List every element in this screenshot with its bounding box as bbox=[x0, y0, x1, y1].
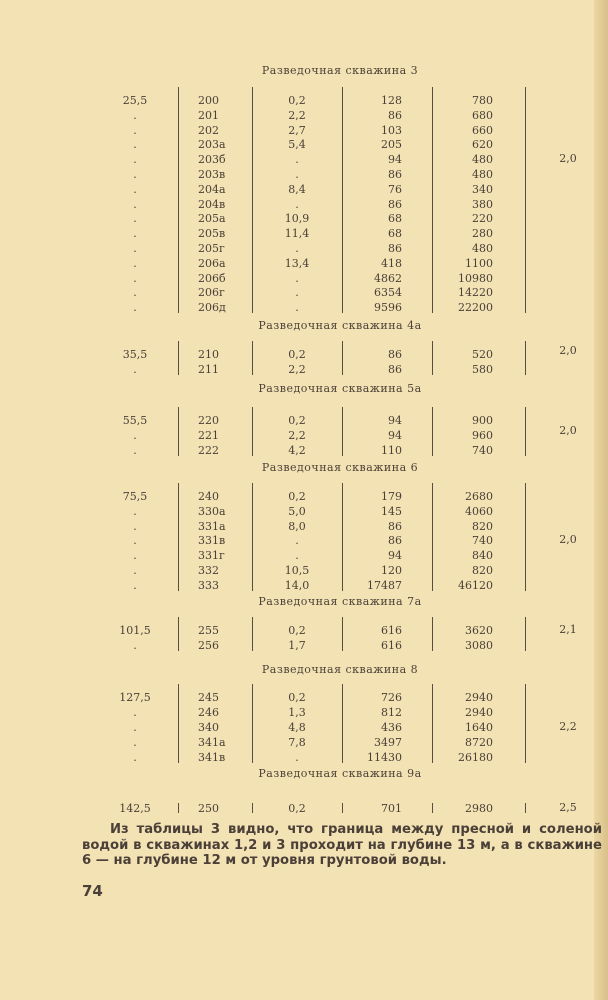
cell-col1: . bbox=[133, 197, 137, 211]
cell-col1: . bbox=[133, 138, 137, 152]
cell-col1: . bbox=[133, 549, 137, 563]
column-divider bbox=[525, 407, 526, 456]
cell-col3: . bbox=[295, 301, 299, 315]
cell-col3: 0,2 bbox=[288, 624, 306, 637]
cell-col2: 206б bbox=[198, 271, 226, 285]
cell-col5: 26180 bbox=[458, 751, 493, 764]
cell-col1: 101,5 bbox=[119, 624, 151, 637]
section-title: Разведочная скважина 4а bbox=[258, 319, 422, 332]
section-value: 2,0 bbox=[559, 152, 577, 166]
table-row bbox=[100, 720, 580, 735]
cell-col4: 94 bbox=[388, 429, 402, 442]
cell-col4: 86 bbox=[388, 519, 402, 533]
cell-col2: 202 bbox=[198, 123, 219, 137]
column-divider bbox=[252, 87, 253, 313]
cell-col4: 86 bbox=[388, 242, 402, 255]
cell-col3: 1,7 bbox=[288, 639, 306, 652]
cell-col5: 2980 bbox=[465, 802, 493, 815]
column-divider bbox=[178, 684, 179, 763]
column-divider bbox=[252, 341, 253, 375]
table-row bbox=[100, 362, 580, 377]
table-row bbox=[100, 489, 580, 504]
cell-col4: 103 bbox=[381, 123, 402, 137]
cell-col5: 1100 bbox=[465, 256, 493, 270]
cell-col5: 480 bbox=[472, 242, 493, 255]
cell-col4: 86 bbox=[388, 197, 402, 211]
cell-col4: 94 bbox=[388, 153, 402, 167]
cell-col2: 200 bbox=[198, 94, 219, 107]
cell-col3: 0,2 bbox=[288, 691, 306, 704]
section-value: 2,5 bbox=[559, 801, 577, 814]
column-divider bbox=[432, 341, 433, 375]
cell-col2: 204в bbox=[198, 197, 226, 211]
cell-col1: . bbox=[133, 444, 137, 457]
cell-col5: 960 bbox=[472, 429, 493, 442]
cell-col3: 2,2 bbox=[288, 108, 306, 122]
table-row bbox=[100, 300, 580, 315]
cell-col4: 94 bbox=[388, 549, 402, 563]
cell-col3: 10,5 bbox=[284, 564, 310, 577]
cell-col1: . bbox=[133, 504, 137, 518]
cell-col3: 4,2 bbox=[288, 444, 306, 457]
cell-col2: 256 bbox=[198, 639, 219, 652]
cell-col4: 76 bbox=[388, 182, 402, 196]
table-row bbox=[100, 271, 580, 286]
table-row bbox=[100, 108, 580, 123]
cell-col1: . bbox=[133, 751, 137, 764]
cell-col5: 14220 bbox=[458, 286, 493, 300]
cell-col4: 94 bbox=[388, 414, 402, 427]
cell-col5: 520 bbox=[472, 348, 493, 361]
column-divider bbox=[178, 483, 179, 591]
cell-col1: . bbox=[133, 168, 137, 181]
cell-col3: 8,0 bbox=[288, 519, 306, 533]
page-number: 74 bbox=[82, 882, 103, 900]
cell-col2: 332 bbox=[198, 564, 219, 577]
table-row bbox=[100, 413, 580, 428]
cell-col4: 86 bbox=[388, 168, 402, 181]
cell-col2: 221 bbox=[198, 429, 219, 442]
cell-col3: 10,9 bbox=[284, 212, 310, 226]
cell-col3: 4,8 bbox=[288, 721, 306, 734]
table-row bbox=[100, 285, 580, 300]
cell-col1: . bbox=[133, 639, 137, 652]
cell-col3: . bbox=[295, 286, 299, 300]
table-row bbox=[100, 93, 580, 108]
cell-col4: 701 bbox=[381, 802, 402, 815]
table-row bbox=[100, 197, 580, 212]
cell-col2: 204а bbox=[198, 182, 226, 196]
column-divider bbox=[178, 617, 179, 651]
cell-col4: 86 bbox=[388, 348, 402, 361]
cell-col4: 616 bbox=[381, 639, 402, 652]
cell-col4: 68 bbox=[388, 212, 402, 226]
cell-col5: 480 bbox=[472, 168, 493, 181]
cell-col3: 0,2 bbox=[288, 802, 306, 815]
cell-col4: 110 bbox=[381, 444, 402, 457]
cell-col1: 127,5 bbox=[119, 691, 151, 704]
cell-col1: . bbox=[133, 256, 137, 270]
table-row bbox=[100, 137, 580, 152]
cell-col4: 6354 bbox=[374, 286, 402, 300]
cell-col3: . bbox=[295, 271, 299, 285]
table-row bbox=[100, 690, 580, 705]
cell-col3: 2,7 bbox=[288, 123, 306, 137]
table-row bbox=[100, 578, 580, 593]
cell-col2: 206а bbox=[198, 256, 226, 270]
cell-col2: 210 bbox=[198, 348, 219, 361]
table-row bbox=[100, 735, 580, 750]
cell-col4: 86 bbox=[388, 108, 402, 122]
cell-col4: 179 bbox=[381, 490, 402, 503]
column-divider bbox=[342, 407, 343, 456]
section-value: 2,2 bbox=[559, 720, 577, 733]
section-value: 2,0 bbox=[559, 344, 577, 357]
column-divider bbox=[525, 483, 526, 591]
cell-col1: . bbox=[133, 363, 137, 376]
table-row bbox=[100, 750, 580, 765]
cell-col1: . bbox=[133, 429, 137, 442]
cell-col2: 250 bbox=[198, 802, 219, 815]
cell-col3: 2,2 bbox=[288, 363, 306, 376]
cell-col1: . bbox=[133, 108, 137, 122]
cell-col4: 812 bbox=[381, 706, 402, 719]
column-divider bbox=[525, 803, 526, 813]
cell-col5: 660 bbox=[472, 123, 493, 137]
column-divider bbox=[252, 483, 253, 591]
cell-col5: 22200 bbox=[458, 301, 493, 315]
cell-col2: 240 bbox=[198, 490, 219, 503]
cell-col2: 333 bbox=[198, 578, 219, 592]
cell-col3: . bbox=[295, 751, 299, 764]
column-divider bbox=[525, 617, 526, 651]
table-row bbox=[100, 428, 580, 443]
cell-col5: 480 bbox=[472, 153, 493, 167]
cell-col2: 331г bbox=[198, 549, 225, 563]
cell-col5: 620 bbox=[472, 138, 493, 152]
body-paragraph bbox=[82, 822, 602, 869]
cell-col4: 418 bbox=[381, 256, 402, 270]
cell-col4: 86 bbox=[388, 534, 402, 548]
cell-col5: 380 bbox=[472, 197, 493, 211]
cell-col2: 331а bbox=[198, 519, 226, 533]
cell-col3: . bbox=[295, 153, 299, 167]
table-row bbox=[100, 504, 580, 519]
table-row bbox=[100, 548, 580, 563]
cell-col5: 46120 bbox=[458, 578, 493, 592]
cell-col4: 68 bbox=[388, 227, 402, 241]
column-divider bbox=[432, 803, 433, 813]
section-title: Разведочная скважина 7а bbox=[258, 595, 422, 608]
cell-col3: 8,4 bbox=[288, 182, 306, 196]
column-divider bbox=[342, 684, 343, 763]
table-row bbox=[100, 152, 580, 167]
cell-col2: 341а bbox=[198, 736, 226, 749]
column-divider bbox=[432, 87, 433, 313]
cell-col2: 206г bbox=[198, 286, 225, 300]
cell-col5: 220 bbox=[472, 212, 493, 226]
cell-col1: . bbox=[133, 242, 137, 255]
column-divider bbox=[252, 407, 253, 456]
cell-col2: 206д bbox=[198, 301, 226, 315]
column-divider bbox=[178, 341, 179, 375]
cell-col1: . bbox=[133, 721, 137, 734]
cell-col5: 740 bbox=[472, 534, 493, 548]
section-value: 2,0 bbox=[559, 533, 577, 547]
column-divider bbox=[525, 87, 526, 313]
cell-col4: 3497 bbox=[374, 736, 402, 749]
table-row bbox=[100, 519, 580, 534]
cell-col5: 10980 bbox=[458, 271, 493, 285]
cell-col2: 341в bbox=[198, 751, 226, 764]
table-row bbox=[100, 256, 580, 271]
cell-col3: . bbox=[295, 242, 299, 255]
cell-col3: 0,2 bbox=[288, 414, 306, 427]
cell-col4: 145 bbox=[381, 504, 402, 518]
cell-col5: 3620 bbox=[465, 624, 493, 637]
cell-col5: 2680 bbox=[465, 490, 493, 503]
cell-col3: 0,2 bbox=[288, 490, 306, 503]
cell-col1: . bbox=[133, 534, 137, 548]
cell-col2: 205а bbox=[198, 212, 226, 226]
cell-col1: 35,5 bbox=[122, 348, 148, 361]
cell-col4: 128 bbox=[381, 94, 402, 107]
cell-col5: 2940 bbox=[465, 691, 493, 704]
cell-col3: 5,4 bbox=[288, 138, 306, 152]
table-row bbox=[100, 211, 580, 226]
section-value: 2,1 bbox=[559, 623, 577, 636]
cell-col1: . bbox=[133, 736, 137, 749]
cell-col5: 680 bbox=[472, 108, 493, 122]
cell-col5: 2940 bbox=[465, 706, 493, 719]
column-divider bbox=[178, 407, 179, 456]
cell-col3: 5,0 bbox=[288, 504, 306, 518]
cell-col5: 900 bbox=[472, 414, 493, 427]
cell-col3: 1,3 bbox=[288, 706, 306, 719]
table-row bbox=[100, 123, 580, 138]
cell-col5: 820 bbox=[472, 564, 493, 577]
table-row bbox=[100, 443, 580, 458]
table-row bbox=[100, 563, 580, 578]
table-row bbox=[100, 801, 580, 816]
cell-col1: . bbox=[133, 286, 137, 300]
cell-col4: 726 bbox=[381, 691, 402, 704]
table-row bbox=[100, 226, 580, 241]
cell-col4: 616 bbox=[381, 624, 402, 637]
cell-col3: 0,2 bbox=[288, 94, 306, 107]
cell-col1: . bbox=[133, 227, 137, 241]
cell-col2: 205в bbox=[198, 227, 226, 241]
cell-col2: 203а bbox=[198, 138, 226, 152]
cell-col5: 3080 bbox=[465, 639, 493, 652]
column-divider bbox=[432, 407, 433, 456]
cell-col4: 17487 bbox=[367, 578, 402, 592]
cell-col1: . bbox=[133, 271, 137, 285]
cell-col2: 246 bbox=[198, 706, 219, 719]
cell-col2: 255 bbox=[198, 624, 219, 637]
cell-col2: 203в bbox=[198, 168, 226, 181]
cell-col2: 340 bbox=[198, 721, 219, 734]
column-divider bbox=[252, 803, 253, 813]
section-value: 2,0 bbox=[559, 423, 577, 437]
table-row bbox=[100, 182, 580, 197]
column-divider bbox=[432, 483, 433, 591]
cell-col5: 8720 bbox=[465, 736, 493, 749]
cell-col1: . bbox=[133, 519, 137, 533]
table-row bbox=[100, 705, 580, 720]
table-row bbox=[100, 347, 580, 362]
section-title: Разведочная скважина 3 bbox=[261, 64, 419, 77]
section-title: Разведочная скважина 8 bbox=[261, 663, 419, 676]
column-divider bbox=[525, 341, 526, 375]
column-divider bbox=[432, 684, 433, 763]
column-divider bbox=[178, 803, 179, 813]
paragraph-text: Из таблицы 3 видно, что граница между пресной и соленой водой в скважинах 1,2 и 3 проходит на глубине 13 м, а в скважине 6 — на глубине 12 м от уровня грунтовой воды. bbox=[82, 822, 602, 868]
column-divider bbox=[252, 617, 253, 651]
cell-col3: 13,4 bbox=[284, 256, 310, 270]
cell-col3: 2,2 bbox=[288, 429, 306, 442]
column-divider bbox=[252, 684, 253, 763]
cell-col5: 4060 bbox=[465, 504, 493, 518]
section-title: Разведочная скважина 6 bbox=[261, 461, 419, 474]
cell-col1: . bbox=[133, 153, 137, 167]
cell-col3: . bbox=[295, 197, 299, 211]
cell-col3: . bbox=[295, 534, 299, 548]
column-divider bbox=[525, 684, 526, 763]
cell-col2: 220 bbox=[198, 414, 219, 427]
cell-col1: . bbox=[133, 123, 137, 137]
section-title: Разведочная скважина 9а bbox=[258, 767, 422, 780]
cell-col2: 201 bbox=[198, 108, 219, 122]
column-divider bbox=[342, 617, 343, 651]
cell-col4: 86 bbox=[388, 363, 402, 376]
cell-col1: 25,5 bbox=[122, 94, 148, 107]
cell-col4: 9596 bbox=[374, 301, 402, 315]
cell-col1: . bbox=[133, 301, 137, 315]
cell-col2: 222 bbox=[198, 444, 219, 457]
cell-col5: 280 bbox=[472, 227, 493, 241]
table-row bbox=[100, 623, 580, 638]
column-divider bbox=[178, 87, 179, 313]
cell-col3: . bbox=[295, 168, 299, 181]
cell-col3: . bbox=[295, 549, 299, 563]
cell-col1: . bbox=[133, 706, 137, 719]
cell-col3: 0,2 bbox=[288, 348, 306, 361]
cell-col4: 436 bbox=[381, 721, 402, 734]
cell-col5: 740 bbox=[472, 444, 493, 457]
cell-col5: 1640 bbox=[465, 721, 493, 734]
cell-col2: 330а bbox=[198, 504, 226, 518]
cell-col4: 4862 bbox=[374, 271, 402, 285]
table-row bbox=[100, 533, 580, 548]
cell-col3: 7,8 bbox=[288, 736, 306, 749]
column-divider bbox=[432, 617, 433, 651]
cell-col1: 142,5 bbox=[119, 802, 151, 815]
cell-col2: 245 bbox=[198, 691, 219, 704]
cell-col1: 75,5 bbox=[122, 490, 148, 503]
cell-col2: 211 bbox=[198, 363, 219, 376]
column-divider bbox=[342, 483, 343, 591]
cell-col2: 205г bbox=[198, 242, 225, 255]
cell-col1: . bbox=[133, 212, 137, 226]
cell-col1: 55,5 bbox=[122, 414, 148, 427]
cell-col5: 580 bbox=[472, 363, 493, 376]
table-row bbox=[100, 241, 580, 256]
cell-col4: 120 bbox=[381, 564, 402, 577]
cell-col5: 820 bbox=[472, 519, 493, 533]
section-title: Разведочная скважина 5а bbox=[258, 382, 422, 395]
cell-col2: 331в bbox=[198, 534, 226, 548]
table-row bbox=[100, 167, 580, 182]
cell-col4: 205 bbox=[381, 138, 402, 152]
column-divider bbox=[342, 87, 343, 313]
table-row bbox=[100, 638, 580, 653]
cell-col4: 11430 bbox=[367, 751, 402, 764]
cell-col3: 14,0 bbox=[284, 578, 310, 592]
column-divider bbox=[342, 341, 343, 375]
cell-col1: . bbox=[133, 182, 137, 196]
cell-col5: 840 bbox=[472, 549, 493, 563]
cell-col5: 340 bbox=[472, 182, 493, 196]
cell-col1: . bbox=[133, 578, 137, 592]
cell-col1: . bbox=[133, 564, 137, 577]
column-divider bbox=[342, 803, 343, 813]
cell-col5: 780 bbox=[472, 94, 493, 107]
cell-col3: 11,4 bbox=[284, 227, 310, 241]
cell-col2: 203б bbox=[198, 153, 226, 167]
